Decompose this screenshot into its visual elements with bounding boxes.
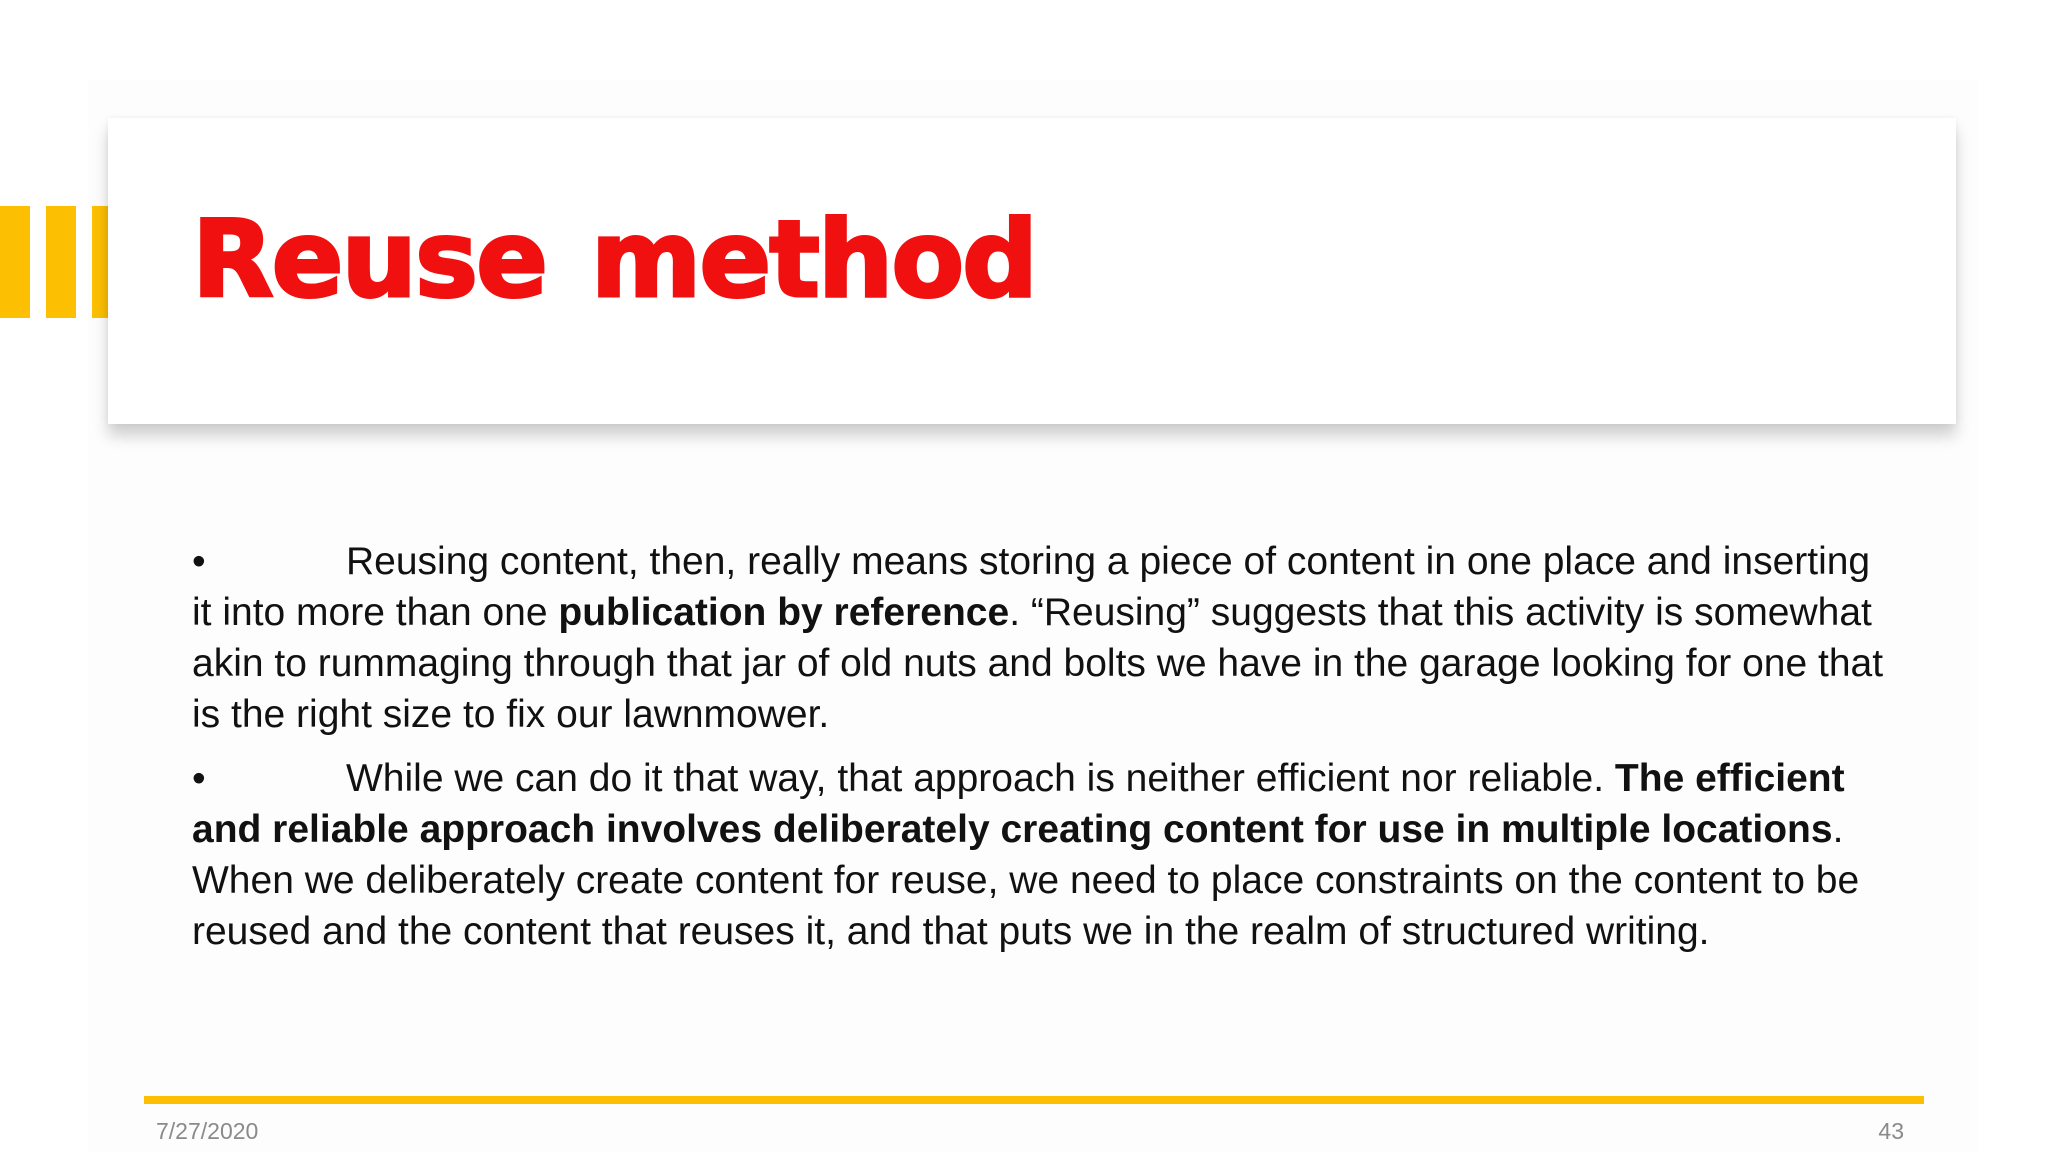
footer-date: 7/27/2020 bbox=[156, 1118, 259, 1144]
footer-divider bbox=[144, 1096, 1924, 1104]
accent-bar-1 bbox=[0, 206, 30, 318]
paragraph-2-bold-text: The efficient and reliable approach involves deliberately creating content for use in multiple locations bbox=[192, 757, 1845, 851]
paragraph-2-text-1: While we can do it that way, that approach is neither efficient nor reliable. bbox=[346, 757, 1615, 800]
paragraph-2-text-2: . When we deliberately create content for reuse, we need to place constraints on the content to be reused and the content that reuses it, and that puts we in the realm of structured writing. bbox=[192, 808, 1860, 953]
bullet-icon: • bbox=[192, 540, 206, 583]
paragraph-1-text-1: Reusing content, then, really means storing a piece of content in one place and inserting it into more than one bbox=[192, 540, 1871, 634]
paragraph-1-text-2: . “Reusing” suggests that this activity is somewhat akin to rummaging through that jar of old nuts and bolts we have in the garage looking for one that is the right size to fix our lawnmower. bbox=[192, 591, 1884, 736]
footer-page-number: 43 bbox=[1878, 1118, 1904, 1144]
bullet-paragraph-2 bbox=[192, 753, 1892, 957]
accent-bar-3 bbox=[92, 206, 108, 318]
bullet-paragraph-1 bbox=[192, 536, 1892, 740]
bullet-icon: • bbox=[192, 757, 206, 800]
slide-body bbox=[192, 536, 1892, 970]
accent-bar-2 bbox=[46, 206, 76, 318]
paragraph-1-bold-text: publication by reference bbox=[558, 591, 1010, 634]
slide-title: Reuse method bbox=[192, 198, 1037, 321]
